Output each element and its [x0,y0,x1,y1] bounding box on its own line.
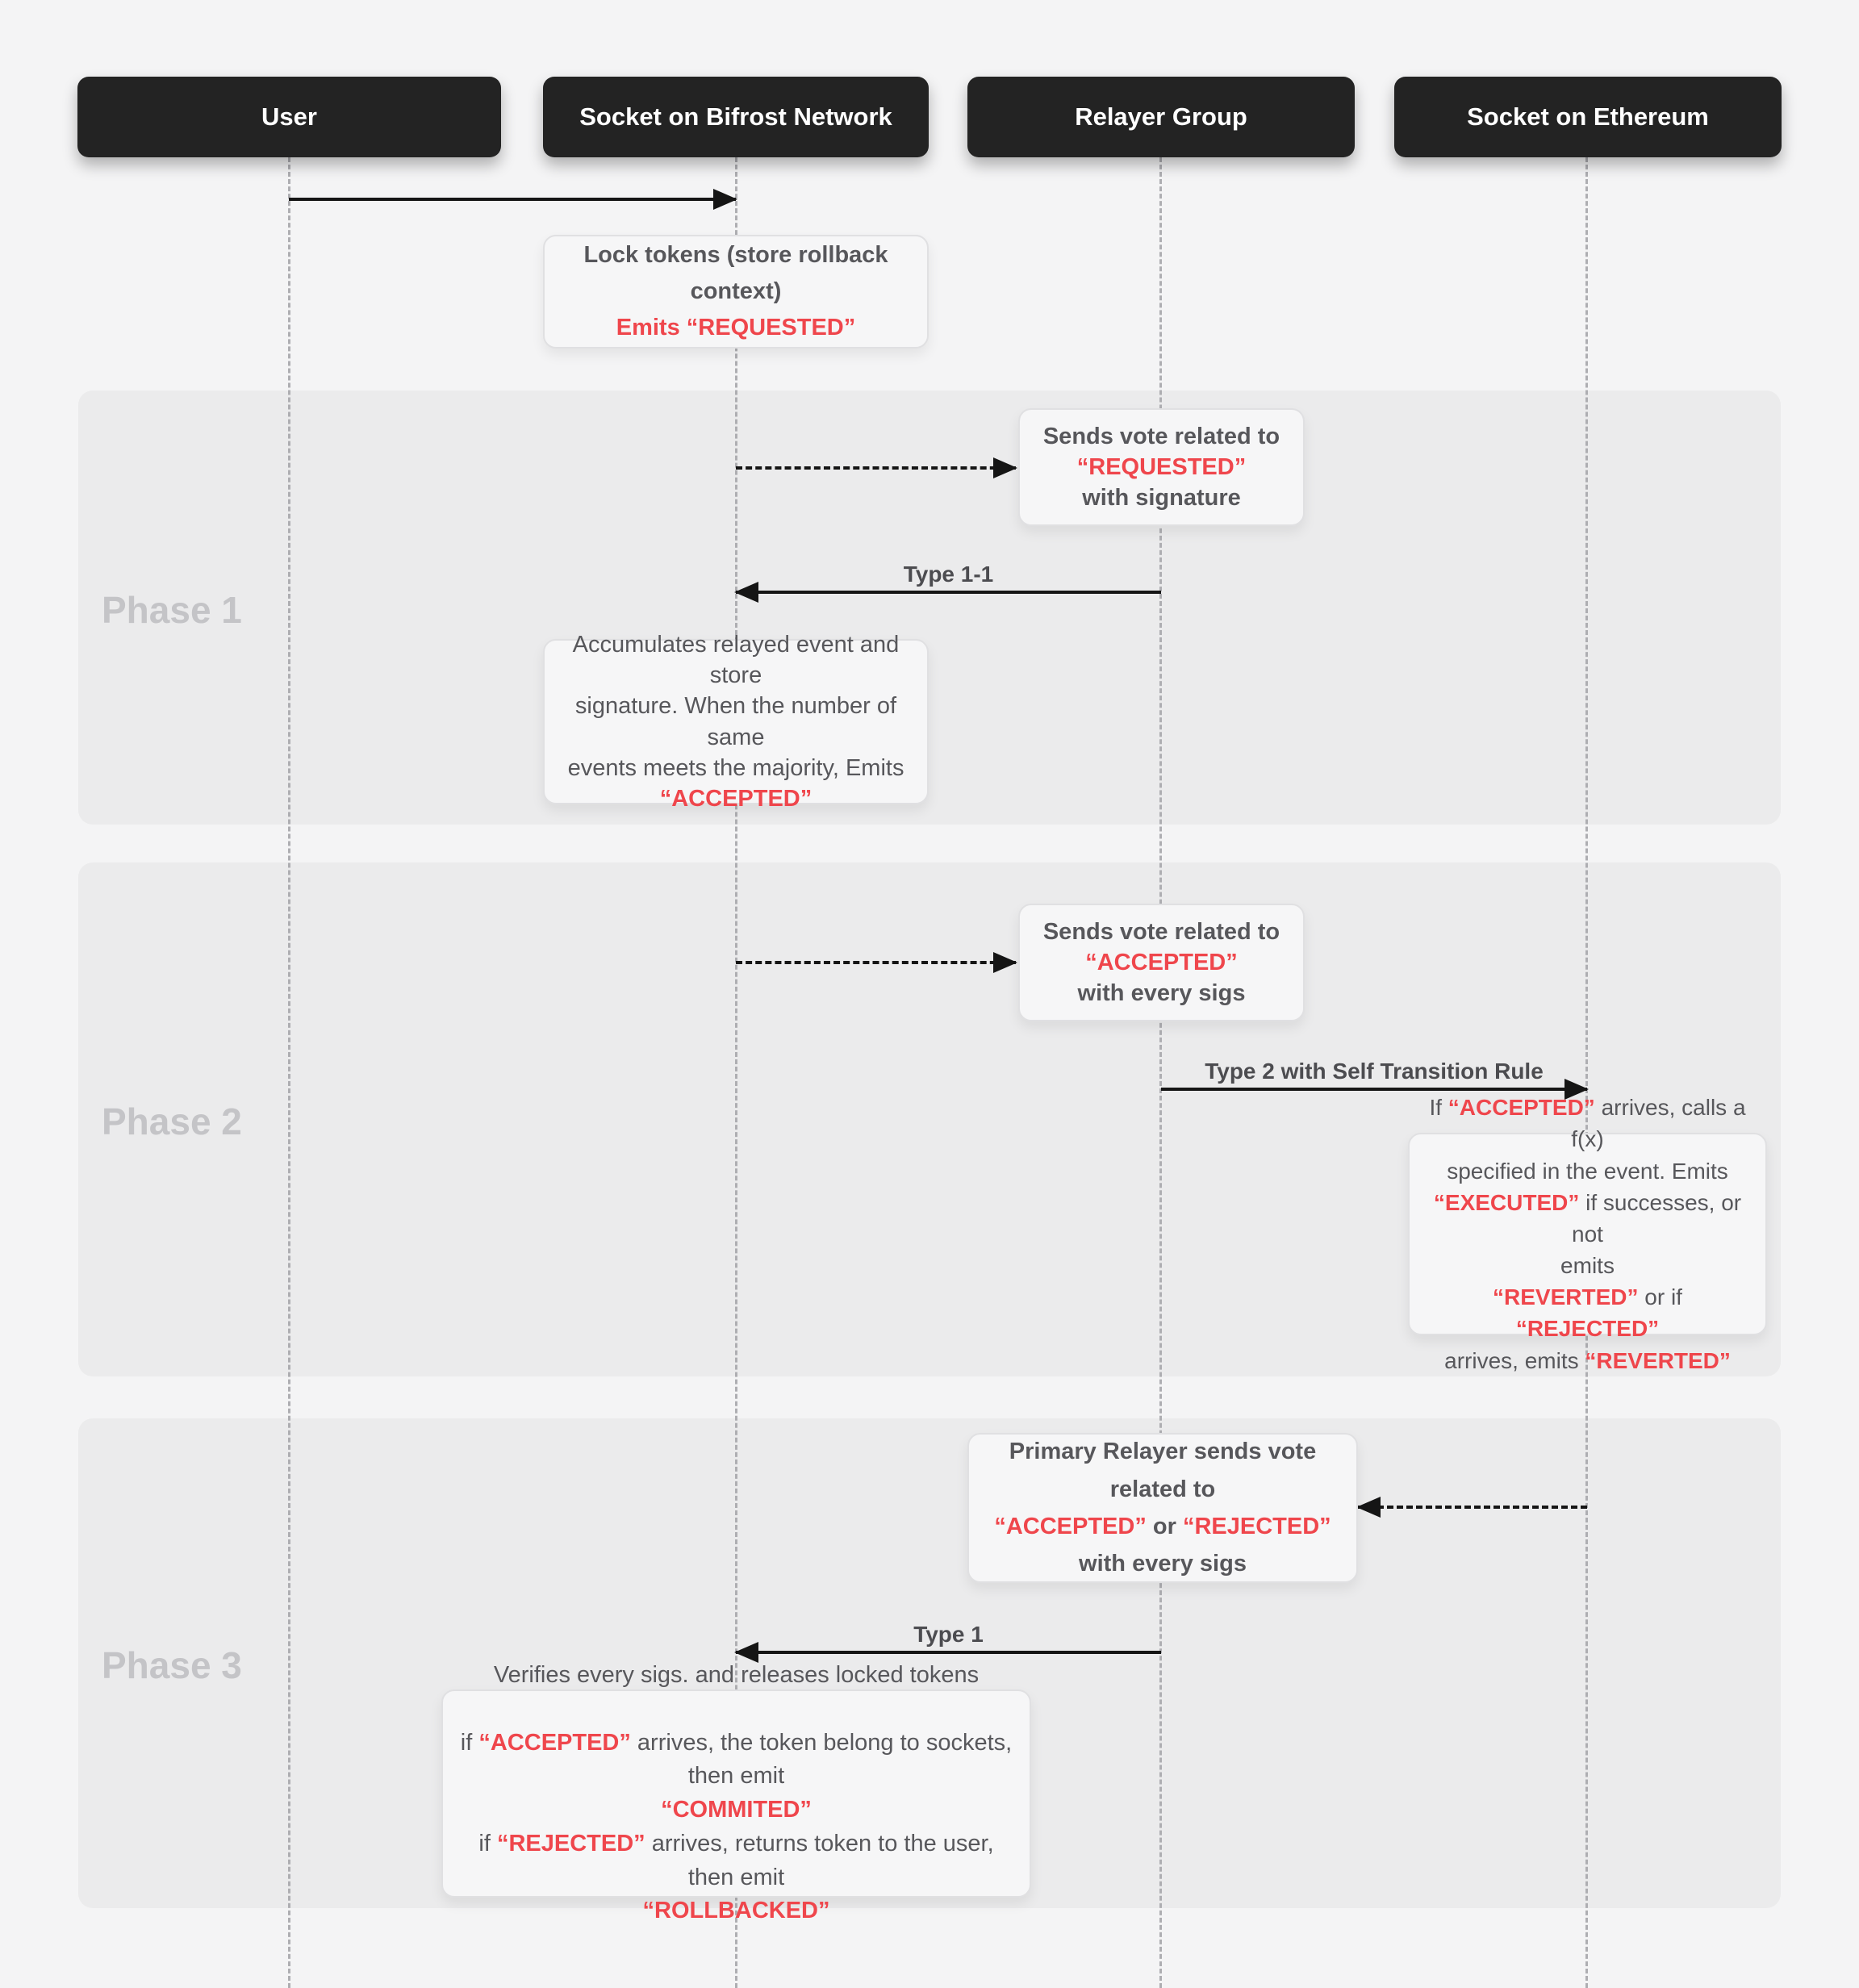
arrow-relayer-to-bifrost-type1-1 [736,591,1161,594]
note-line: arrives, emits “REVERTED” [1444,1347,1731,1373]
note-line: with every sigs [1079,1551,1247,1577]
note-line: specified in the event. Emits [1447,1158,1728,1184]
note-execute-on-ethereum [1408,1095,1767,1373]
note-line: emits [1560,1253,1615,1279]
note-line: “REQUESTED” [1076,453,1247,480]
actor-header-user: User [77,77,501,157]
note-line: with every sigs [1077,980,1246,1007]
arrow-bifrost-to-relayer-dotted-phase1 [736,466,1016,470]
note-verify-and-release [441,1662,1031,1924]
note-line: “ROLLBACKED” [642,1898,830,1924]
note-line: Sends vote related to [1042,423,1280,449]
note-vote-accepted [1018,904,1305,1021]
lifeline-user [288,157,290,1988]
arrowhead-right-icon [993,457,1017,478]
note-vote-requested [1018,408,1305,526]
arrow-label-type-1-1: Type 1-1 [903,562,994,587]
arrow-label-type-1: Type 1 [913,1622,984,1647]
note-line [456,1693,1017,1727]
note-lock-tokens [543,235,929,349]
note-line: with signature [1082,485,1241,512]
note-line: Verifies every sigs. and releases locked tokens [493,1662,980,1688]
note-line: Accumulates relayed event and store [572,631,900,688]
arrow-label-type-2: Type 2 with Self Transition Rule [1205,1059,1544,1084]
note-line: if “ACCEPTED” arrives, the token belong to sockets, then emit [460,1729,1013,1790]
note-line: “REVERTED” or if “REJECTED” [1493,1284,1682,1342]
actor-header-socket-ethereum: Socket on Ethereum [1394,77,1782,157]
note-line: Primary Relayer sends vote related to [1009,1439,1317,1502]
note-line: if “REJECTED” arrives, returns token to the user, then emit [478,1830,994,1890]
arrowhead-right-icon [713,189,737,210]
arrow-user-to-bifrost [289,198,736,201]
note-line: Lock tokens (store rollback context) [583,242,888,305]
note-primary-relayer-vote [967,1433,1358,1583]
note-line: events meets the majority, Emits [567,754,904,781]
note-line: “ACCEPTED” [659,786,813,812]
note-line: “ACCEPTED” or “REJECTED” [994,1514,1331,1539]
arrowhead-left-icon [1356,1497,1381,1518]
arrow-relayer-to-ethereum-type2 [1161,1088,1587,1091]
phase-label-3: Phase 3 [102,1644,242,1686]
actor-header-socket-bifrost: Socket on Bifrost Network [543,77,929,157]
arrowhead-right-icon [993,952,1017,973]
arrow-ethereum-to-relayer-dotted-phase3 [1358,1506,1587,1509]
note-line: signature. When the number of same [574,693,897,750]
note-line: “ACCEPTED” [1085,949,1238,975]
phase-band-1 [78,390,1781,825]
arrow-relayer-to-bifrost-type1 [736,1651,1161,1654]
note-line: “EXECUTED” if successes, or not [1433,1189,1742,1247]
phase-label-2: Phase 2 [102,1100,242,1142]
note-accumulate-signatures [543,631,929,812]
note-line: Emits “REQUESTED” [616,314,856,340]
arrow-bifrost-to-relayer-dotted-phase2 [736,961,1016,964]
note-line: Sends vote related to [1042,918,1280,945]
actor-header-relayer-group: Relayer Group [967,77,1355,157]
note-line: “COMMITED” [661,1797,812,1823]
note-line: If “ACCEPTED” arrives, calls a f(x) [1429,1095,1746,1152]
phase-label-1: Phase 1 [102,589,242,631]
